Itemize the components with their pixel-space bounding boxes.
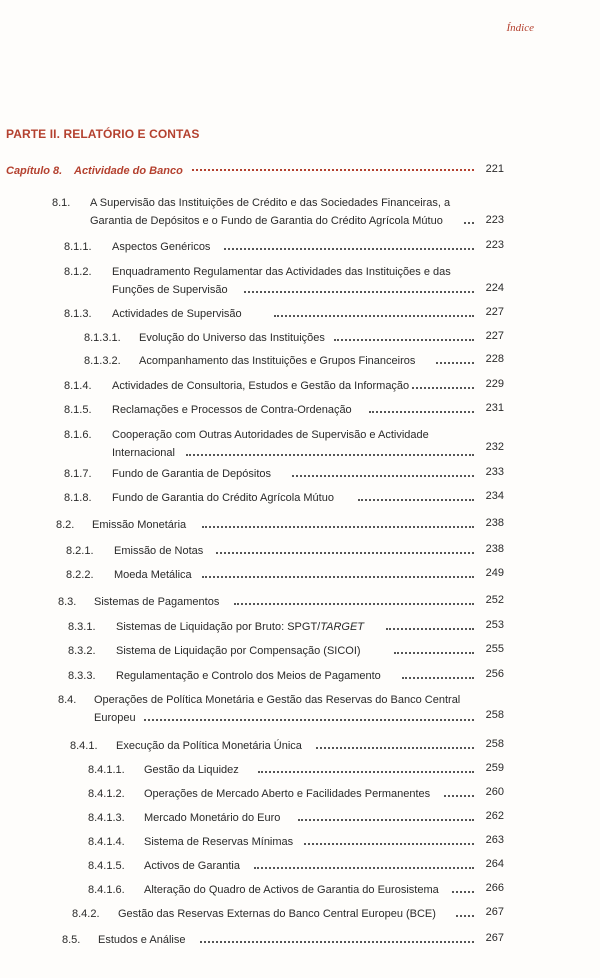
entry-number: 8.4.1.1.: [88, 764, 125, 776]
leader-dots: [316, 747, 474, 749]
chapter-title: Actividade do Banco: [74, 165, 183, 177]
leader-dots: [216, 552, 474, 554]
entry-page: 259: [485, 762, 504, 774]
entry-number: 8.4.1.3.: [88, 812, 125, 824]
entry-number: 8.3.: [58, 596, 77, 608]
leader-dots: [334, 339, 474, 341]
toc-entry-8-4[interactable]: [58, 690, 504, 730]
toc-entry-8-4-1-2[interactable]: [88, 784, 504, 804]
entry-title: Moeda Metálica: [114, 569, 192, 581]
entry-title: Activos de Garantia: [144, 860, 240, 872]
entry-title: Mercado Monetário do Euro: [144, 812, 281, 824]
leader-dots: [274, 315, 474, 317]
toc-entry-8-1[interactable]: [52, 193, 504, 233]
entry-page: 258: [485, 709, 504, 721]
leader-dots: [456, 915, 474, 917]
toc-entry-8-4-1-6[interactable]: [88, 880, 504, 900]
entry-number: 8.1.4.: [64, 380, 92, 392]
toc-entry-8-1-3[interactable]: [64, 304, 504, 324]
leader-dots: [202, 526, 474, 528]
leader-dots: [452, 891, 474, 893]
leader-dots: [254, 867, 474, 869]
entry-title: Gestão da Liquidez: [144, 764, 239, 776]
chapter-page: 221: [485, 163, 504, 175]
entry-title-line1: Enquadramento Regulamentar das Actividades das Instituições e das: [112, 266, 451, 278]
entry-number: 8.1.6.: [64, 429, 92, 441]
entry-page: 228: [485, 353, 504, 365]
entry-title: Aspectos Genéricos: [112, 241, 211, 253]
toc-entry-8-1-7[interactable]: [64, 464, 504, 484]
entry-title-line1: A Supervisão das Instituições de Crédito e das Sociedades Financeiras, a: [90, 197, 451, 209]
toc-entry-8-3-1[interactable]: [68, 617, 504, 637]
entry-page: 267: [485, 906, 504, 918]
entry-title-line1: Cooperação com Outras Autoridades de Supervisão e Actividade: [112, 429, 429, 441]
entry-page: 223: [485, 214, 504, 226]
entry-page: 256: [485, 668, 504, 680]
part-title: PARTE II. RELATÓRIO E CONTAS: [6, 127, 200, 141]
entry-number: 8.4.1.2.: [88, 788, 125, 800]
entry-number: 8.1.: [52, 197, 71, 209]
leader-dots: [224, 248, 474, 250]
toc-entry-8-1-4[interactable]: [64, 376, 504, 396]
entry-title-line2: Funções de Supervisão: [112, 284, 228, 296]
entry-title: Actividades de Consultoria, Estudos e Gestão da Informação: [112, 380, 410, 392]
leader-dots: [386, 628, 474, 630]
entry-page: 227: [485, 306, 504, 318]
entry-number: 8.1.7.: [64, 468, 92, 480]
entry-page: 227: [485, 330, 504, 342]
entry-number: 8.1.3.1.: [84, 332, 121, 344]
entry-title-line1: Operações de Política Monetária e Gestão das Reservas do Banco Central: [94, 694, 461, 706]
entry-title-line2: Internacional: [112, 447, 175, 459]
leader-dots: [234, 603, 474, 605]
toc-entry-8-3[interactable]: [58, 592, 504, 612]
entry-page: 231: [485, 402, 504, 414]
entry-number: 8.5.: [62, 934, 81, 946]
entry-title-italic: TARGET: [320, 621, 365, 633]
leader-dots: [200, 941, 474, 943]
entry-page: 253: [485, 619, 504, 631]
entry-number: 8.2.: [56, 519, 75, 531]
leader-dots: [358, 499, 474, 501]
toc-entry-8-1-1[interactable]: [64, 237, 504, 257]
entry-title: Estudos e Análise: [98, 934, 186, 946]
toc-entry-8-5[interactable]: [62, 930, 504, 950]
toc-entry-8-4-1-3[interactable]: [88, 808, 504, 828]
entry-number: 8.4.1.6.: [88, 884, 125, 896]
entry-number: 8.4.1.4.: [88, 836, 125, 848]
toc-entry-8-1-3-1[interactable]: [84, 328, 504, 348]
entry-number: 8.2.2.: [66, 569, 94, 581]
leader-dots: [298, 819, 474, 821]
entry-number: 8.1.2.: [64, 266, 92, 278]
entry-page: 238: [485, 517, 504, 529]
entry-title-line2: Europeu: [94, 712, 136, 724]
entry-page: 233: [485, 466, 504, 478]
entry-page: 263: [485, 834, 504, 846]
entry-number: 8.3.2.: [68, 645, 96, 657]
entry-title: Execução da Política Monetária Única: [116, 740, 302, 752]
entry-page: 252: [485, 594, 504, 606]
entry-number: 8.1.3.: [64, 308, 92, 320]
entry-page: 267: [485, 932, 504, 944]
entry-number: 8.1.1.: [64, 241, 92, 253]
leader-dots: [144, 719, 474, 721]
entry-number: 8.3.3.: [68, 670, 96, 682]
toc-entry-8-4-1[interactable]: [70, 736, 504, 756]
toc-entry-8-4-2[interactable]: [72, 904, 504, 924]
entry-title: Alteração do Quadro de Activos de Garantia do Eurosistema: [144, 884, 439, 896]
leader-dots: [412, 387, 474, 389]
leader-dots: [369, 411, 474, 413]
entry-title: Emissão de Notas: [114, 545, 204, 557]
entry-page: 264: [485, 858, 504, 870]
entry-number: 8.4.1.5.: [88, 860, 125, 872]
entry-title: Evolução do Universo das Instituições: [139, 332, 325, 344]
toc-entry-8-1-5[interactable]: [64, 400, 504, 420]
entry-title: Emissão Monetária: [92, 519, 187, 531]
toc-entry-8-4-1-5[interactable]: [88, 856, 504, 876]
toc-entry-8-3-2[interactable]: [68, 641, 504, 661]
entry-page: 262: [485, 810, 504, 822]
entry-title: Gestão das Reservas Externas do Banco Central Europeu (BCE): [118, 908, 436, 920]
entry-number: 8.1.8.: [64, 492, 92, 504]
leader-dots: [394, 652, 474, 654]
entry-title: Acompanhamento das Instituições e Grupos Financeiros: [139, 355, 416, 367]
entry-number: 8.1.5.: [64, 404, 92, 416]
entry-title: Actividades de Supervisão: [112, 308, 242, 320]
toc-entry-8-3-3[interactable]: [68, 666, 504, 686]
entry-page: 260: [485, 786, 504, 798]
toc-entry-8-2-1[interactable]: [66, 541, 504, 561]
entry-title: Sistema de Liquidação por Compensação (SICOI): [116, 645, 361, 657]
entry-number: 8.3.1.: [68, 621, 96, 633]
leader-dots: [436, 362, 474, 364]
leader-dots: [292, 475, 474, 477]
entry-number: 8.4.: [58, 694, 77, 706]
entry-title: Regulamentação e Controlo dos Meios de Pagamento: [116, 670, 381, 682]
entry-title-line2: Garantia de Depósitos e o Fundo de Garantia do Crédito Agrícola Mútuo: [90, 215, 443, 227]
leader-dots: [304, 843, 474, 845]
entry-title: Sistemas de Liquidação por Bruto: SPGT/: [116, 621, 321, 633]
entry-page: 232: [485, 441, 504, 453]
entry-title: Sistema de Reservas Mínimas: [144, 836, 294, 848]
entry-page: 229: [485, 378, 504, 390]
toc-entry-8-2[interactable]: [56, 515, 504, 535]
index-header-label: Índice: [506, 22, 534, 34]
entry-number: 8.1.3.2.: [84, 355, 121, 367]
leader-dots: [258, 771, 474, 773]
entry-title: Sistemas de Pagamentos: [94, 596, 220, 608]
toc-entry-8-2-2[interactable]: [66, 565, 504, 585]
entry-title: Fundo de Garantia do Crédito Agrícola Mútuo: [112, 492, 334, 504]
leader-dots: [244, 291, 474, 293]
chapter-entry[interactable]: [6, 163, 504, 181]
entry-page: 238: [485, 543, 504, 555]
entry-page: 223: [485, 239, 504, 251]
entry-page: 255: [485, 643, 504, 655]
entry-number: 8.4.1.: [70, 740, 98, 752]
entry-title: Reclamações e Processos de Contra-Ordenação: [112, 404, 352, 416]
chapter-number: Capítulo 8.: [6, 165, 63, 177]
toc-entry-8-4-1-4[interactable]: [88, 832, 504, 852]
leader-dots: [464, 222, 474, 224]
entry-page: 224: [485, 282, 504, 294]
toc-entry-8-1-2[interactable]: [64, 262, 504, 302]
leader-dots: [186, 454, 474, 456]
toc-entry-8-1-6[interactable]: [64, 425, 504, 465]
entry-page: 249: [485, 567, 504, 579]
leader-dots: [192, 169, 474, 171]
entry-title: Operações de Mercado Aberto e Facilidades Permanentes: [144, 788, 431, 800]
entry-number: 8.2.1.: [66, 545, 94, 557]
entry-title: Fundo de Garantia de Depósitos: [112, 468, 271, 480]
leader-dots: [444, 795, 474, 797]
leader-dots: [202, 576, 474, 578]
toc-entry-8-4-1-1[interactable]: [88, 760, 504, 780]
entry-page: 234: [485, 490, 504, 502]
entry-number: 8.4.2.: [72, 908, 100, 920]
entry-page: 266: [485, 882, 504, 894]
toc-entry-8-1-8[interactable]: [64, 488, 504, 508]
entry-page: 258: [485, 738, 504, 750]
toc-entry-8-1-3-2[interactable]: [84, 351, 504, 371]
leader-dots: [402, 677, 474, 679]
